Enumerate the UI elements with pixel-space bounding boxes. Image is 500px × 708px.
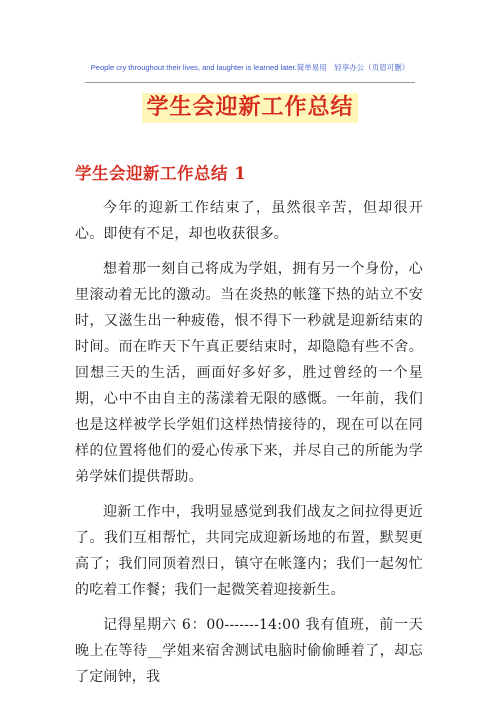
document-title	[0, 93, 500, 123]
paragraph: 记得星期六 6：00-------14:00 我有值班，前一天晚上在等待__学姐来宿舍测试电脑时偷偷睡着了，却忘了定闹钟，我	[75, 617, 423, 685]
paragraph: 迎新工作中，我明显感觉到我们战友之间拉得更近了。我们互相帮忙，共同完成迎新场地的布置，默契更高了；我们同顶着烈日，镇守在帐篷内；我们一起匆忙的吃着工作餐；我们一起微笑着迎接新生。	[75, 504, 423, 598]
document-title-text: 学生会迎新工作总结	[142, 93, 357, 123]
paragraph: 想着那一刻自己将成为学姐，拥有另一个身份，心里滚动着无比的激动。当在炎热的帐篷下热的站立不安时，又滋生出一种疲倦，恨不得下一秒就是迎新结束的时间。而在昨天下午真正要结束时，却隐隐有些不舍。回想三天的生活，画面好多好多，胜过曾经的一个星期，心中不由自主的荡漾着无限的感慨。一年前，我们也是这样被学长学姐们这样热情接待的，现在可以在同样的位置将他们的爱心传承下来，并尽自己的所能为学弟学妹们提供帮助。	[75, 261, 423, 485]
header-divider	[85, 82, 415, 83]
header-tagline: People cry throughout their lives, and laughter is learned later.	[90, 63, 297, 72]
page-header	[0, 62, 500, 73]
body-text	[75, 195, 423, 699]
paragraph: 今年的迎新工作结束了，虽然很辛苦，但却很开心。即使有不足，却也收获很多。	[75, 200, 423, 242]
header-note: 简单易用 轻享办公（页眉可删）	[296, 63, 410, 72]
section-heading: 学生会迎新工作总结 1	[75, 164, 247, 183]
